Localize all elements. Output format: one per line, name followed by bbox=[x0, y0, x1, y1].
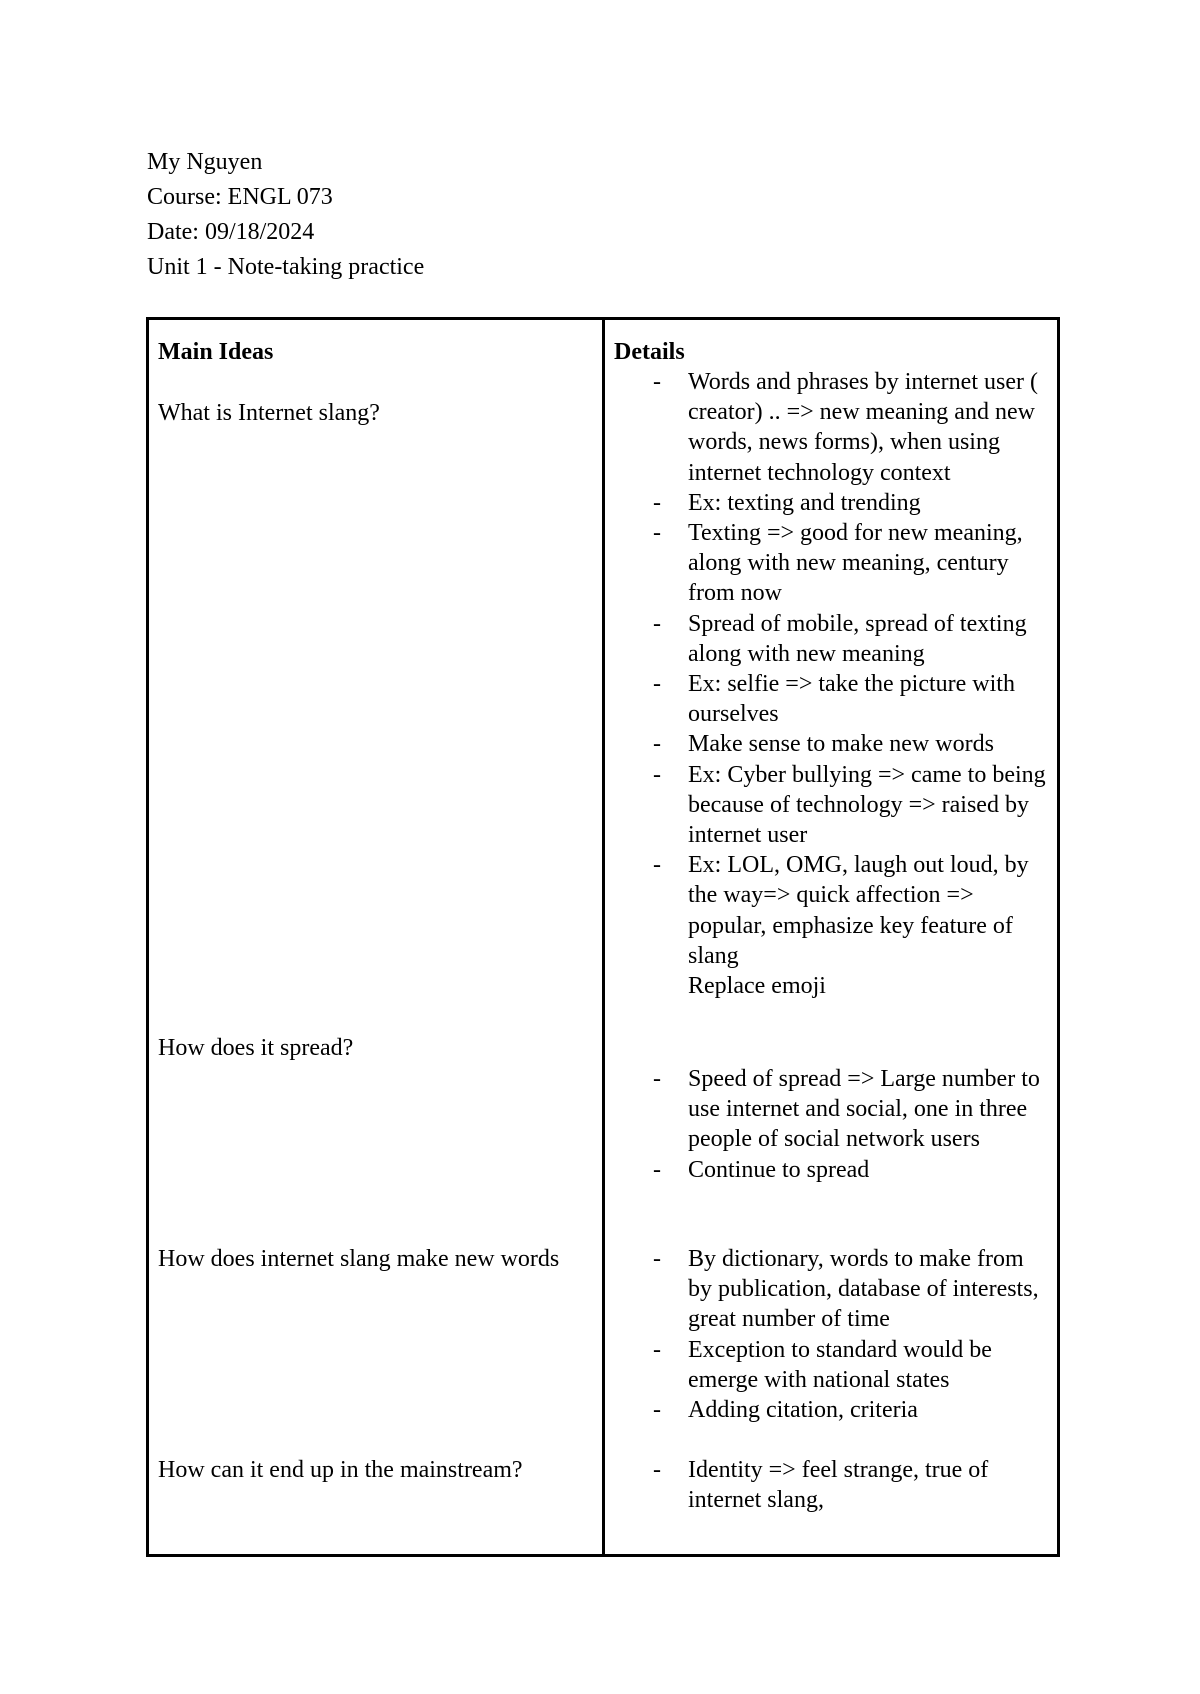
details-group-1 bbox=[605, 367, 1057, 1001]
list-item: - Exception to standard would be emerge with national states bbox=[653, 1336, 992, 1393]
date-line: Date: 09/18/2024 bbox=[147, 219, 315, 245]
details-group-3 bbox=[605, 1244, 1057, 1425]
document-header bbox=[147, 145, 424, 285]
question-2: How does it spread? bbox=[158, 1035, 354, 1061]
details-group-2 bbox=[605, 1064, 1057, 1185]
list-item: - Ex: Cyber bullying => came to being because of technology => raised by internet user bbox=[653, 761, 1046, 849]
list-item: - Ex: LOL, OMG, laugh out loud, by the way=> quick affection => popular, emphasize key feature of slang bbox=[653, 852, 1029, 969]
main-ideas-column bbox=[149, 320, 605, 1554]
list-item: - Continue to spread bbox=[653, 1156, 870, 1183]
list-item: - Spread of mobile, spread of texting along with new meaning bbox=[653, 610, 1027, 667]
details-group-4 bbox=[605, 1455, 1057, 1515]
course-line: Course: ENGL 073 bbox=[147, 184, 333, 210]
question-4: How can it end up in the mainstream? bbox=[158, 1457, 523, 1483]
list-item: - Identity => feel strange, true of internet slang, bbox=[653, 1457, 989, 1514]
main-ideas-heading: Main Ideas bbox=[158, 339, 274, 365]
list-item-continuation: Replace emoji bbox=[688, 973, 826, 1000]
details-column bbox=[605, 320, 1057, 1554]
list-item: - Ex: texting and trending bbox=[653, 489, 921, 516]
list-item: - Make sense to make new words bbox=[653, 731, 994, 758]
student-name: My Nguyen bbox=[147, 149, 263, 175]
list-item: - Adding citation, criteria bbox=[653, 1397, 918, 1424]
list-item: - Speed of spread => Large number to use internet and social, one in three people of social network users bbox=[653, 1066, 1040, 1153]
question-1: What is Internet slang? bbox=[158, 400, 380, 426]
list-item: - Texting => good for new meaning, along with new meaning, century from now bbox=[653, 520, 1023, 607]
list-item: - By dictionary, words to make from by publication, database of interests, great number of time bbox=[653, 1246, 1039, 1333]
list-item: - Words and phrases by internet user ( creator) .. => new meaning and new words, news forms), when using internet technology context bbox=[653, 369, 1038, 486]
list-item: - Ex: selfie => take the picture with ourselves bbox=[653, 671, 1015, 728]
details-heading: Details bbox=[614, 339, 685, 365]
question-3: How does internet slang make new words bbox=[158, 1246, 560, 1272]
unit-line: Unit 1 - Note-taking practice bbox=[147, 254, 425, 280]
notes-table bbox=[146, 317, 1060, 1557]
